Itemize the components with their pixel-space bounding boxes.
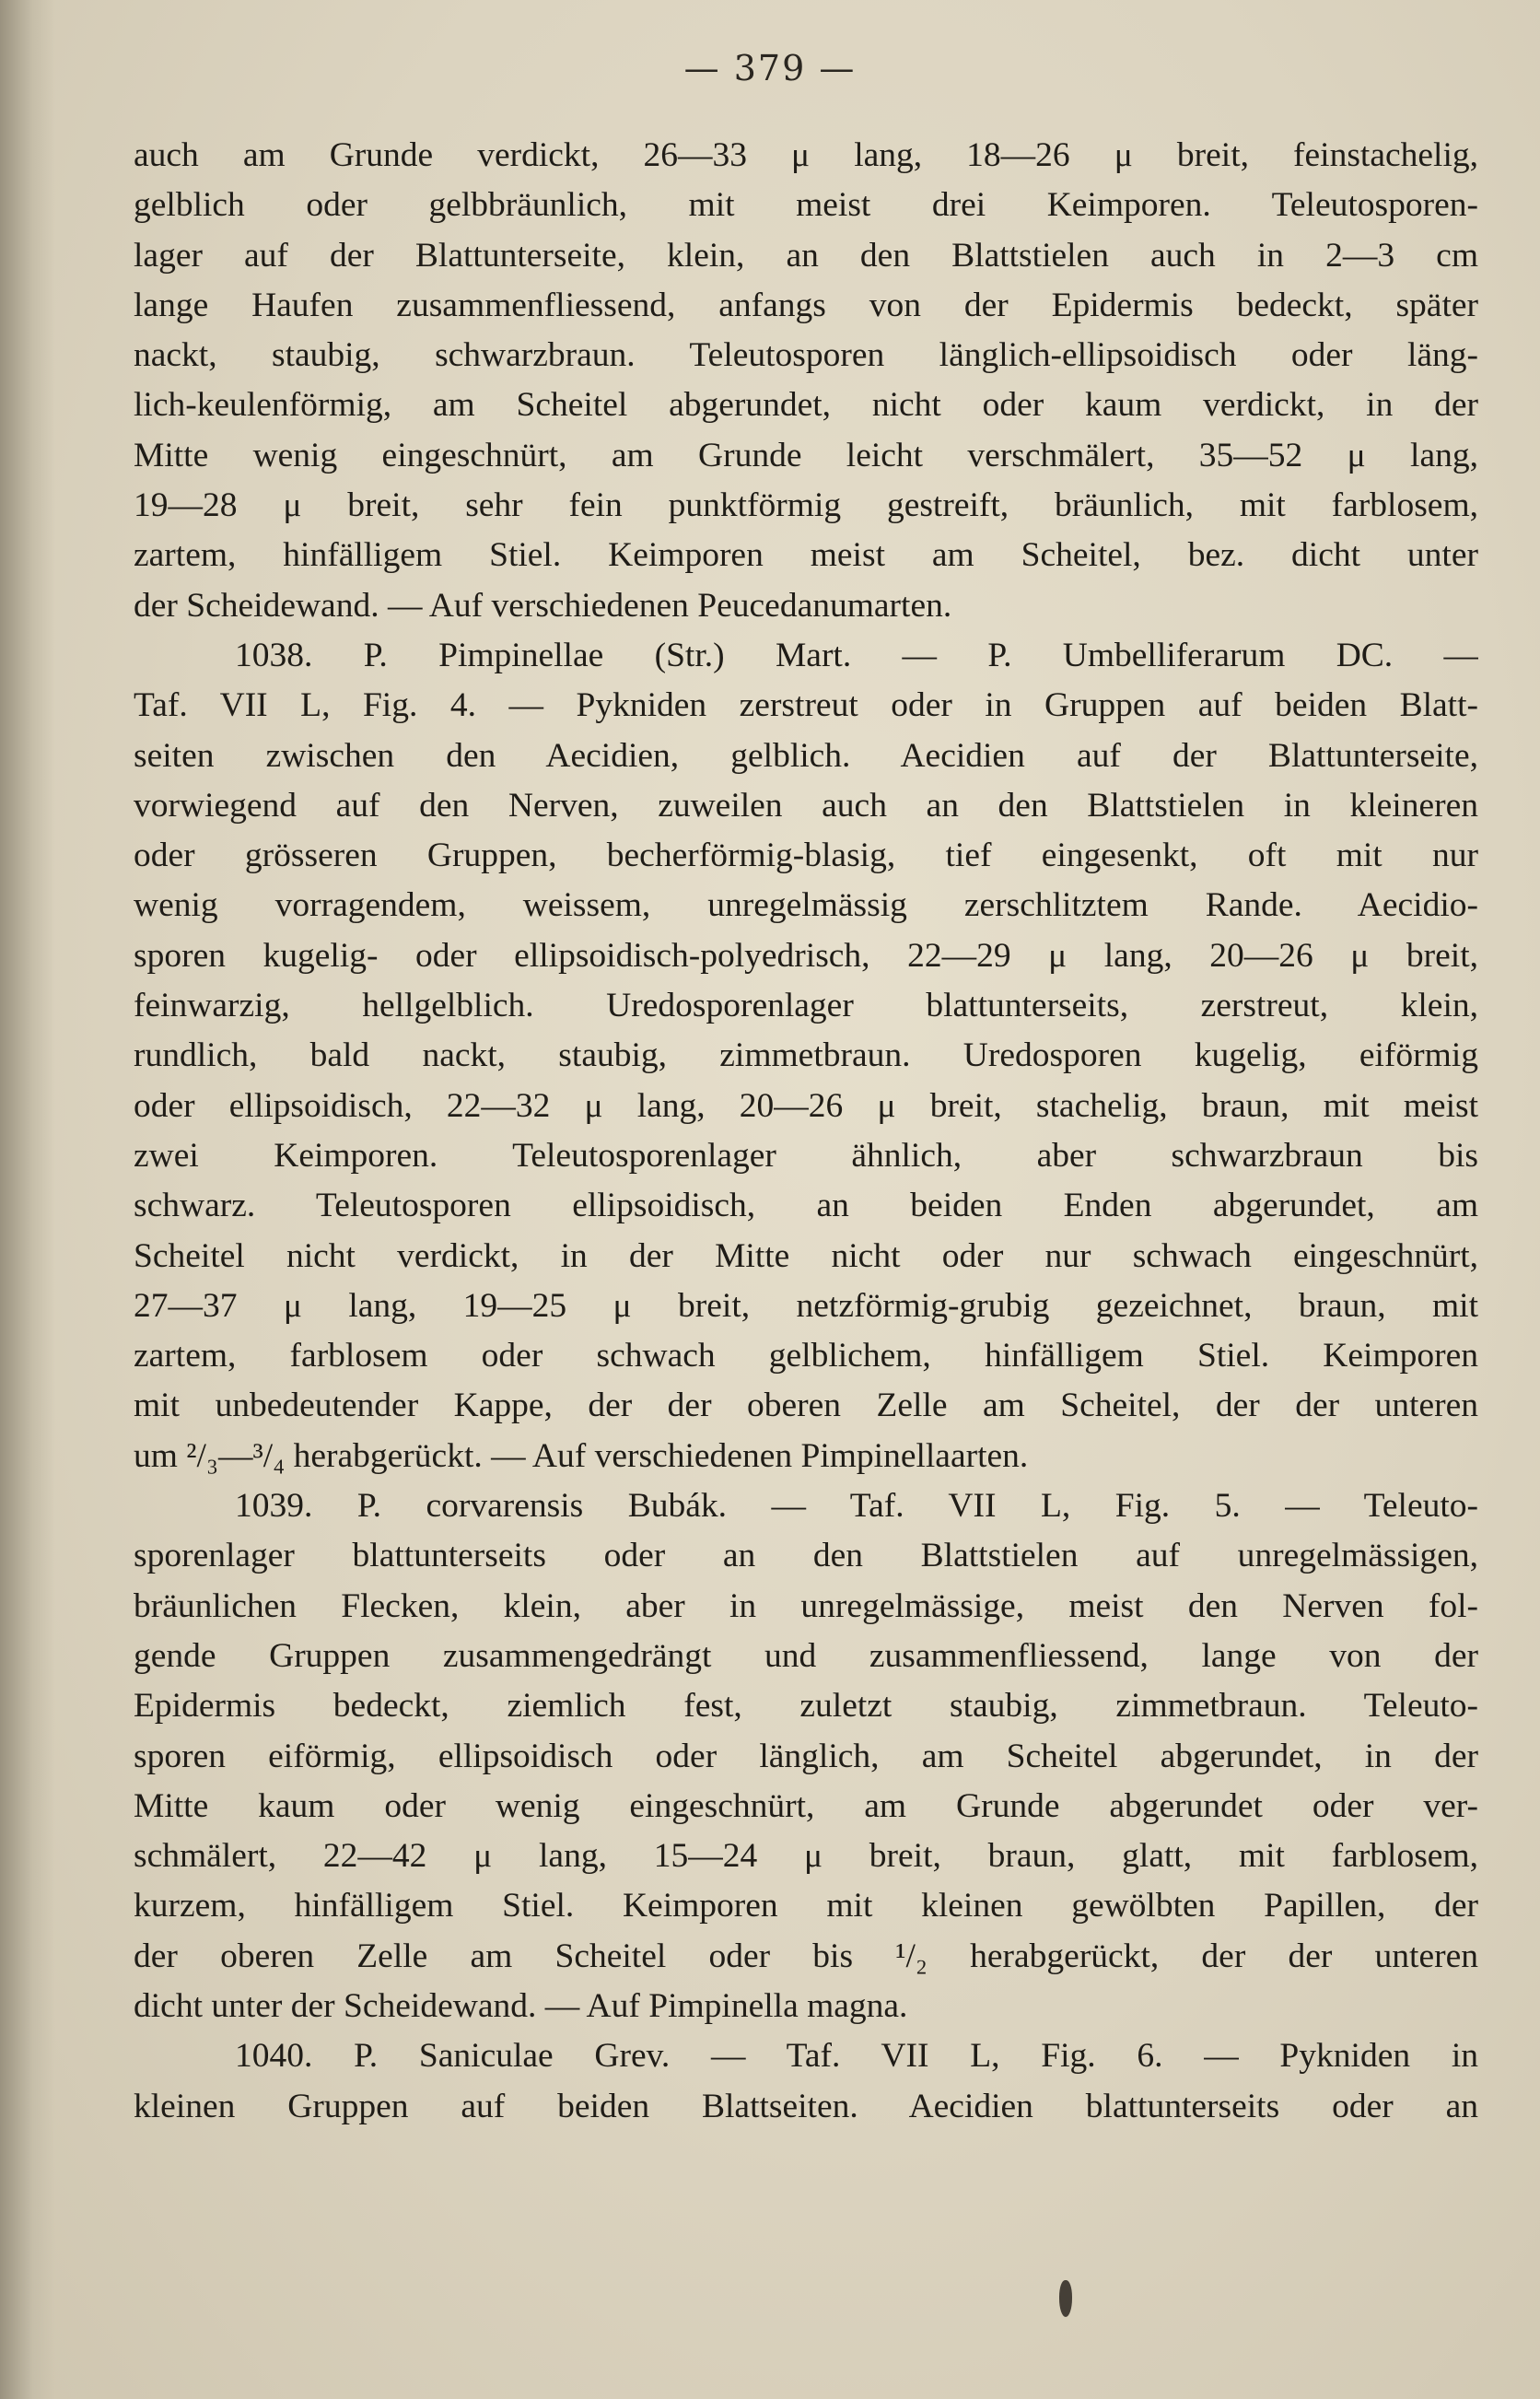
text-line: sporen kugelig- oder ellipsoidisch-polyedrisch, 22—29 μ lang, 20—26 μ breit,: [134, 936, 1478, 975]
text-line: sporen eiförmig, ellipsoidisch oder länglich, am Scheitel abgerundet, in der: [134, 1737, 1478, 1775]
text-line: zartem, hinfälligem Stiel. Keimporen meist am Scheitel, bez. dicht unter: [134, 536, 1478, 575]
page-gutter-shadow: [0, 0, 55, 2399]
text-line: der oberen Zelle am Scheitel oder bis ¹/₂ herabgerückt, der der unteren: [134, 1937, 1478, 1975]
text-line: Scheitel nicht verdickt, in der Mitte nicht oder nur schwach eingeschnürt,: [134, 1236, 1478, 1275]
text-line: kurzem, hinfälligem Stiel. Keimporen mit kleinen gewölbten Papillen, der: [134, 1887, 1478, 1925]
text-line: auch am Grunde verdickt, 26—33 μ lang, 18—26 μ breit, feinstachelig,: [134, 136, 1478, 174]
text-line: wenig vorragendem, weissem, unregelmässig zerschlitztem Rande. Aecidio-: [134, 886, 1478, 925]
species-heading-1040: 1040. P. Saniculae Grev. — Taf. VII L, Fig. 6. — Pykniden in: [235, 2037, 1478, 2076]
text-line: nackt, staubig, schwarzbraun. Teleutosporen länglich-ellipsoidisch oder läng-: [134, 336, 1478, 375]
page-number: — 379 —: [683, 48, 857, 88]
text-line: gelblich oder gelbbräunlich, mit meist drei Keimporen. Teleutosporen-: [134, 186, 1478, 225]
text-line: Mitte wenig eingeschnürt, am Grunde leicht verschmälert, 35—52 μ lang,: [134, 436, 1478, 474]
text-line: zartem, farblosem oder schwach gelblichem, hinfälligem Stiel. Keimporen: [134, 1337, 1478, 1375]
text-line: vorwiegend auf den Nerven, zuweilen auch an den Blattstielen in kleineren: [134, 786, 1478, 825]
text-line: sporenlager blattunterseits oder an den Blattstielen auf unregelmässigen,: [134, 1537, 1478, 1575]
text-line: seiten zwischen den Aecidien, gelblich. Aecidien auf der Blattunterseite,: [134, 736, 1478, 775]
text-line: kleinen Gruppen auf beiden Blattseiten. Aecidien blattunterseits oder an: [134, 2087, 1478, 2125]
body-text: [134, 131, 1478, 2132]
text-line: bräunlichen Flecken, klein, aber in unregelmässige, meist den Nerven fol-: [134, 1586, 1478, 1625]
text-line: 19—28 μ breit, sehr fein punktförmig gestreift, bräunlich, mit farblosem,: [134, 486, 1478, 525]
text-line: mit unbedeutender Kappe, der der oberen Zelle am Scheitel, der der unteren: [134, 1387, 1478, 1425]
ink-blot: [1059, 2280, 1072, 2317]
text-line: zwei Keimporen. Teleutosporenlager ähnlich, aber schwarzbraun bis: [134, 1136, 1478, 1175]
text-line: gende Gruppen zusammengedrängt und zusammenfliessend, lange von der: [134, 1636, 1478, 1675]
text-line: um ²/₃—³/₄ herabgerückt. — Auf verschiedenen Pimpinellaarten.: [134, 1436, 1029, 1475]
text-line: schmälert, 22—42 μ lang, 15—24 μ breit, braun, glatt, mit farblosem,: [134, 1837, 1478, 1876]
text-line: schwarz. Teleutosporen ellipsoidisch, an beiden Enden abgerundet, am: [134, 1187, 1478, 1225]
text-line: der Scheidewand. — Auf verschiedenen Peucedanumarten.: [134, 586, 952, 625]
text-line: oder grösseren Gruppen, becherförmig-blasig, tief eingesenkt, oft mit nur: [134, 837, 1478, 875]
text-line: dicht unter der Scheidewand. — Auf Pimpinella magna.: [134, 1986, 908, 2025]
text-line: oder ellipsoidisch, 22—32 μ lang, 20—26 μ breit, stachelig, braun, mit meist: [134, 1086, 1478, 1125]
text-line: lange Haufen zusammenfliessend, anfangs von der Epidermis bedeckt, später: [134, 286, 1478, 324]
species-heading-1038: 1038. P. Pimpinellae (Str.) Mart. — P. Umbelliferarum DC. —: [235, 636, 1478, 674]
text-line: Epidermis bedeckt, ziemlich fest, zuletzt staubig, zimmetbraun. Teleuto-: [134, 1687, 1478, 1726]
text-line: lich-keulenförmig, am Scheitel abgerundet, nicht oder kaum verdickt, in der: [134, 386, 1478, 425]
text-line: 27—37 μ lang, 19—25 μ breit, netzförmig-grubig gezeichnet, braun, mit: [134, 1286, 1478, 1325]
text-line: Mitte kaum oder wenig eingeschnürt, am Grunde abgerundet oder ver-: [134, 1786, 1478, 1825]
text-line: feinwarzig, hellgelblich. Uredosporenlager blattunterseits, zerstreut, klein,: [134, 987, 1478, 1025]
species-heading-1039: 1039. P. corvarensis Bubák. — Taf. VII L, Fig. 5. — Teleuto-: [235, 1487, 1478, 1526]
text-line: rundlich, bald nackt, staubig, zimmetbraun. Uredosporen kugelig, eiförmig: [134, 1036, 1478, 1075]
text-line: lager auf der Blattunterseite, klein, an den Blattstielen auch in 2—3 cm: [134, 236, 1478, 275]
text-line: Taf. VII L, Fig. 4. — Pykniden zerstreut oder in Gruppen auf beiden Blatt-: [134, 686, 1478, 725]
